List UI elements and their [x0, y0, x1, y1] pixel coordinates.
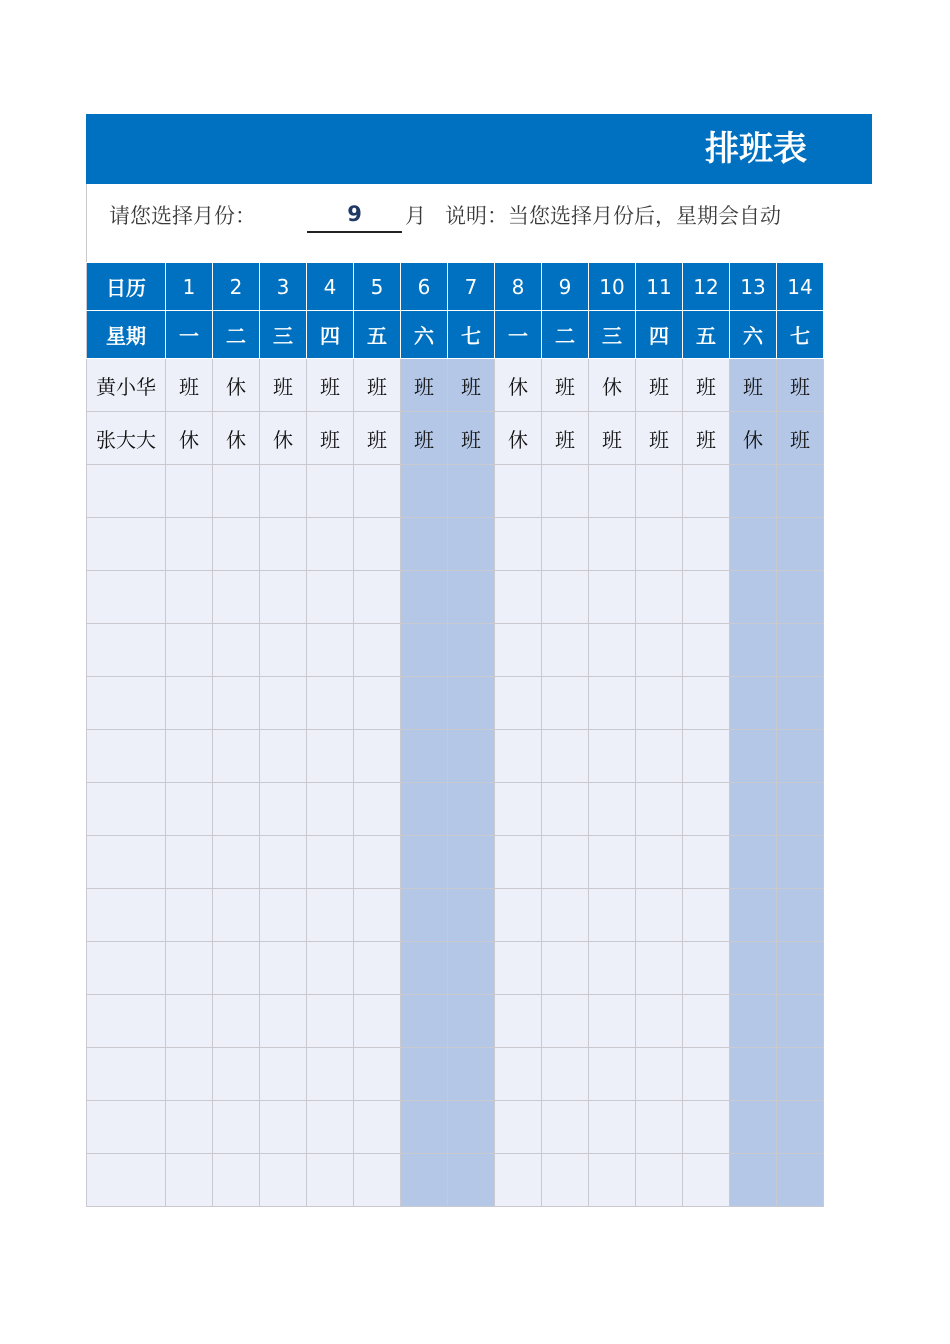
empty-shift-cell[interactable]	[401, 624, 448, 677]
empty-shift-cell[interactable]	[730, 518, 777, 571]
empty-shift-cell[interactable]	[354, 1154, 401, 1207]
empty-shift-cell[interactable]	[636, 836, 683, 889]
empty-shift-cell[interactable]	[307, 624, 354, 677]
shift-cell[interactable]: 班	[166, 359, 213, 412]
empty-shift-cell[interactable]	[166, 571, 213, 624]
shift-cell[interactable]: 休	[589, 359, 636, 412]
empty-shift-cell[interactable]	[213, 942, 260, 995]
empty-shift-cell[interactable]	[307, 995, 354, 1048]
empty-name-cell[interactable]	[87, 1048, 166, 1101]
empty-shift-cell[interactable]	[495, 995, 542, 1048]
empty-shift-cell[interactable]	[448, 571, 495, 624]
empty-shift-cell[interactable]	[589, 465, 636, 518]
empty-shift-cell[interactable]	[448, 783, 495, 836]
day-number-cell: 1	[166, 263, 213, 311]
empty-shift-cell[interactable]	[542, 836, 589, 889]
empty-shift-cell[interactable]	[401, 942, 448, 995]
empty-shift-cell[interactable]	[683, 783, 730, 836]
empty-shift-cell[interactable]	[401, 571, 448, 624]
empty-shift-cell[interactable]	[777, 942, 824, 995]
empty-shift-cell[interactable]	[495, 1154, 542, 1207]
empty-shift-cell[interactable]	[166, 677, 213, 730]
empty-shift-cell[interactable]	[401, 995, 448, 1048]
empty-table-row	[87, 677, 824, 730]
empty-table-row	[87, 1154, 824, 1207]
empty-shift-cell[interactable]	[636, 518, 683, 571]
empty-shift-cell[interactable]	[542, 1101, 589, 1154]
empty-shift-cell[interactable]	[730, 730, 777, 783]
empty-shift-cell[interactable]	[354, 465, 401, 518]
empty-shift-cell[interactable]	[448, 518, 495, 571]
empty-shift-cell[interactable]	[354, 518, 401, 571]
empty-shift-cell[interactable]	[683, 677, 730, 730]
empty-shift-cell[interactable]	[589, 624, 636, 677]
empty-shift-cell[interactable]	[636, 1101, 683, 1154]
empty-shift-cell[interactable]	[260, 995, 307, 1048]
empty-shift-cell[interactable]	[683, 942, 730, 995]
empty-shift-cell[interactable]	[354, 624, 401, 677]
empty-shift-cell[interactable]	[213, 995, 260, 1048]
empty-shift-cell[interactable]	[495, 783, 542, 836]
empty-shift-cell[interactable]	[589, 1154, 636, 1207]
day-number-cell: 8	[495, 263, 542, 311]
title-bar	[86, 114, 872, 184]
empty-shift-cell[interactable]	[636, 730, 683, 783]
empty-shift-cell[interactable]	[354, 677, 401, 730]
empty-shift-cell[interactable]	[777, 995, 824, 1048]
empty-shift-cell[interactable]	[213, 518, 260, 571]
empty-shift-cell[interactable]	[213, 730, 260, 783]
day-number-cell: 5	[354, 263, 401, 311]
empty-shift-cell[interactable]	[683, 889, 730, 942]
empty-shift-cell[interactable]	[448, 1101, 495, 1154]
empty-shift-cell[interactable]	[166, 624, 213, 677]
empty-shift-cell[interactable]	[730, 677, 777, 730]
empty-shift-cell[interactable]	[777, 518, 824, 571]
empty-shift-cell[interactable]	[448, 677, 495, 730]
empty-shift-cell[interactable]	[213, 889, 260, 942]
day-number-cell: 11	[636, 263, 683, 311]
shift-cell[interactable]: 班	[260, 359, 307, 412]
shift-cell[interactable]: 休	[166, 412, 213, 465]
empty-shift-cell[interactable]	[542, 1048, 589, 1101]
weekday-cell: 三	[589, 311, 636, 359]
schedule-table	[86, 262, 824, 1207]
shift-cell[interactable]: 班	[307, 412, 354, 465]
empty-shift-cell[interactable]	[542, 995, 589, 1048]
empty-shift-cell[interactable]	[213, 571, 260, 624]
empty-shift-cell[interactable]	[307, 836, 354, 889]
empty-shift-cell[interactable]	[542, 783, 589, 836]
empty-shift-cell[interactable]	[683, 995, 730, 1048]
empty-shift-cell[interactable]	[495, 677, 542, 730]
weekday-cell: 六	[401, 311, 448, 359]
empty-shift-cell[interactable]	[448, 995, 495, 1048]
month-unit-label: 月	[405, 204, 426, 228]
shift-cell[interactable]: 班	[401, 412, 448, 465]
empty-shift-cell[interactable]	[636, 677, 683, 730]
weekday-cell: 七	[777, 311, 824, 359]
empty-shift-cell[interactable]	[401, 730, 448, 783]
calendar-header-row	[87, 263, 824, 311]
empty-shift-cell[interactable]	[777, 677, 824, 730]
shift-cell[interactable]: 班	[777, 412, 824, 465]
empty-table-row	[87, 465, 824, 518]
shift-cell[interactable]: 班	[307, 359, 354, 412]
empty-shift-cell[interactable]	[448, 1048, 495, 1101]
day-number-cell: 9	[542, 263, 589, 311]
shift-cell[interactable]: 休	[495, 359, 542, 412]
empty-shift-cell[interactable]	[166, 730, 213, 783]
day-number-cell: 14	[777, 263, 824, 311]
empty-shift-cell[interactable]	[730, 465, 777, 518]
empty-shift-cell[interactable]	[307, 783, 354, 836]
empty-shift-cell[interactable]	[448, 465, 495, 518]
empty-shift-cell[interactable]	[636, 783, 683, 836]
day-number-cell: 12	[683, 263, 730, 311]
shift-cell[interactable]: 班	[354, 359, 401, 412]
empty-shift-cell[interactable]	[777, 783, 824, 836]
empty-shift-cell[interactable]	[354, 571, 401, 624]
empty-shift-cell[interactable]	[636, 942, 683, 995]
weekday-cell: 五	[683, 311, 730, 359]
empty-shift-cell[interactable]	[683, 836, 730, 889]
day-number-cell: 7	[448, 263, 495, 311]
empty-shift-cell[interactable]	[354, 730, 401, 783]
empty-shift-cell[interactable]	[213, 465, 260, 518]
shift-cell[interactable]: 休	[213, 359, 260, 412]
day-number-cell: 6	[401, 263, 448, 311]
empty-table-row	[87, 730, 824, 783]
empty-shift-cell[interactable]	[589, 677, 636, 730]
empty-shift-cell[interactable]	[448, 730, 495, 783]
weekday-cell: 四	[636, 311, 683, 359]
empty-shift-cell[interactable]	[213, 1101, 260, 1154]
empty-shift-cell[interactable]	[260, 1101, 307, 1154]
empty-shift-cell[interactable]	[636, 624, 683, 677]
empty-shift-cell[interactable]	[730, 995, 777, 1048]
empty-shift-cell[interactable]	[260, 1154, 307, 1207]
empty-table-row	[87, 942, 824, 995]
empty-shift-cell[interactable]	[589, 889, 636, 942]
empty-shift-cell[interactable]	[730, 942, 777, 995]
empty-shift-cell[interactable]	[683, 518, 730, 571]
shift-cell[interactable]: 休	[495, 412, 542, 465]
empty-shift-cell[interactable]	[589, 783, 636, 836]
empty-shift-cell[interactable]	[542, 571, 589, 624]
empty-shift-cell[interactable]	[401, 677, 448, 730]
day-number-cell: 2	[213, 263, 260, 311]
empty-shift-cell[interactable]	[495, 571, 542, 624]
empty-shift-cell[interactable]	[166, 783, 213, 836]
page-title: 排班表	[705, 129, 807, 169]
empty-table-row	[87, 624, 824, 677]
empty-shift-cell[interactable]	[636, 571, 683, 624]
empty-name-cell[interactable]	[87, 783, 166, 836]
shift-cell[interactable]: 班	[683, 359, 730, 412]
empty-shift-cell[interactable]	[354, 995, 401, 1048]
empty-shift-cell[interactable]	[777, 889, 824, 942]
empty-shift-cell[interactable]	[683, 624, 730, 677]
empty-shift-cell[interactable]	[730, 1154, 777, 1207]
empty-shift-cell[interactable]	[730, 889, 777, 942]
empty-shift-cell[interactable]	[636, 1154, 683, 1207]
empty-name-cell[interactable]	[87, 836, 166, 889]
instruction-note: 说明：当您选择月份后，星期会自动	[445, 204, 781, 228]
empty-shift-cell[interactable]	[401, 836, 448, 889]
empty-shift-cell[interactable]	[495, 465, 542, 518]
empty-shift-cell[interactable]	[307, 1101, 354, 1154]
empty-shift-cell[interactable]	[260, 1048, 307, 1101]
employee-name-cell[interactable]: 张大大	[87, 412, 166, 465]
empty-shift-cell[interactable]	[166, 889, 213, 942]
empty-shift-cell[interactable]	[589, 942, 636, 995]
empty-table-row	[87, 1101, 824, 1154]
empty-name-cell[interactable]	[87, 1154, 166, 1207]
empty-name-cell[interactable]	[87, 1101, 166, 1154]
empty-shift-cell[interactable]	[495, 1101, 542, 1154]
empty-shift-cell[interactable]	[307, 1048, 354, 1101]
day-number-cell: 4	[307, 263, 354, 311]
shift-cell[interactable]: 班	[448, 412, 495, 465]
shift-cell[interactable]: 班	[589, 412, 636, 465]
empty-shift-cell[interactable]	[542, 465, 589, 518]
empty-shift-cell[interactable]	[260, 518, 307, 571]
empty-shift-cell[interactable]	[166, 518, 213, 571]
weekday-cell: 一	[495, 311, 542, 359]
empty-table-row	[87, 571, 824, 624]
empty-shift-cell[interactable]	[589, 730, 636, 783]
empty-shift-cell[interactable]	[354, 783, 401, 836]
empty-shift-cell[interactable]	[260, 571, 307, 624]
empty-shift-cell[interactable]	[354, 942, 401, 995]
empty-shift-cell[interactable]	[448, 1154, 495, 1207]
empty-shift-cell[interactable]	[495, 942, 542, 995]
empty-shift-cell[interactable]	[730, 783, 777, 836]
empty-shift-cell[interactable]	[260, 624, 307, 677]
empty-shift-cell[interactable]	[401, 889, 448, 942]
empty-shift-cell[interactable]	[636, 995, 683, 1048]
empty-shift-cell[interactable]	[307, 730, 354, 783]
empty-shift-cell[interactable]	[401, 1048, 448, 1101]
empty-shift-cell[interactable]	[589, 571, 636, 624]
empty-shift-cell[interactable]	[777, 624, 824, 677]
empty-table-row	[87, 836, 824, 889]
empty-shift-cell[interactable]	[448, 942, 495, 995]
empty-table-row	[87, 995, 824, 1048]
shift-cell[interactable]: 班	[683, 412, 730, 465]
empty-shift-cell[interactable]	[166, 1048, 213, 1101]
day-number-cell: 10	[589, 263, 636, 311]
empty-shift-cell[interactable]	[307, 571, 354, 624]
shift-cell[interactable]: 休	[730, 412, 777, 465]
empty-shift-cell[interactable]	[589, 1101, 636, 1154]
empty-shift-cell[interactable]	[589, 995, 636, 1048]
empty-shift-cell[interactable]	[589, 518, 636, 571]
empty-shift-cell[interactable]	[260, 783, 307, 836]
empty-shift-cell[interactable]	[354, 889, 401, 942]
empty-shift-cell[interactable]	[683, 1048, 730, 1101]
empty-shift-cell[interactable]	[213, 624, 260, 677]
weekday-label: 星期	[87, 311, 166, 359]
shift-cell[interactable]: 班	[401, 359, 448, 412]
weekday-cell: 一	[166, 311, 213, 359]
empty-shift-cell[interactable]	[307, 889, 354, 942]
empty-shift-cell[interactable]	[636, 465, 683, 518]
shift-cell[interactable]: 班	[448, 359, 495, 412]
empty-shift-cell[interactable]	[401, 1154, 448, 1207]
empty-shift-cell[interactable]	[683, 1101, 730, 1154]
day-number-cell: 3	[260, 263, 307, 311]
empty-shift-cell[interactable]	[542, 889, 589, 942]
empty-shift-cell[interactable]	[683, 730, 730, 783]
empty-shift-cell[interactable]	[495, 624, 542, 677]
empty-shift-cell[interactable]	[213, 836, 260, 889]
empty-shift-cell[interactable]	[542, 677, 589, 730]
empty-shift-cell[interactable]	[213, 677, 260, 730]
empty-shift-cell[interactable]	[260, 942, 307, 995]
empty-shift-cell[interactable]	[307, 518, 354, 571]
empty-shift-cell[interactable]	[401, 1101, 448, 1154]
empty-shift-cell[interactable]	[730, 571, 777, 624]
shift-cell[interactable]: 班	[636, 412, 683, 465]
empty-shift-cell[interactable]	[777, 1101, 824, 1154]
shift-cell[interactable]: 休	[260, 412, 307, 465]
empty-name-cell[interactable]	[87, 889, 166, 942]
empty-name-cell[interactable]	[87, 518, 166, 571]
month-select[interactable]: 9	[307, 198, 402, 233]
empty-shift-cell[interactable]	[495, 730, 542, 783]
empty-shift-cell[interactable]	[260, 889, 307, 942]
empty-shift-cell[interactable]	[354, 1048, 401, 1101]
empty-shift-cell[interactable]	[213, 1154, 260, 1207]
empty-shift-cell[interactable]	[166, 1101, 213, 1154]
month-selector-row	[86, 184, 831, 262]
empty-shift-cell[interactable]	[307, 942, 354, 995]
empty-shift-cell[interactable]	[495, 889, 542, 942]
empty-name-cell[interactable]	[87, 624, 166, 677]
empty-shift-cell[interactable]	[307, 465, 354, 518]
empty-shift-cell[interactable]	[495, 1048, 542, 1101]
empty-shift-cell[interactable]	[307, 1154, 354, 1207]
weekday-cell: 二	[213, 311, 260, 359]
empty-shift-cell[interactable]	[401, 783, 448, 836]
empty-shift-cell[interactable]	[730, 624, 777, 677]
empty-shift-cell[interactable]	[542, 624, 589, 677]
empty-shift-cell[interactable]	[166, 465, 213, 518]
employee-name-cell[interactable]: 黄小华	[87, 359, 166, 412]
empty-shift-cell[interactable]	[495, 518, 542, 571]
weekday-cell: 二	[542, 311, 589, 359]
empty-name-cell[interactable]	[87, 942, 166, 995]
month-prompt-label: 请您选择月份：	[109, 204, 256, 228]
empty-shift-cell[interactable]	[542, 518, 589, 571]
shift-cell[interactable]: 班	[636, 359, 683, 412]
empty-table-row	[87, 1048, 824, 1101]
weekday-cell: 七	[448, 311, 495, 359]
empty-shift-cell[interactable]	[260, 730, 307, 783]
empty-shift-cell[interactable]	[777, 730, 824, 783]
empty-shift-cell[interactable]	[777, 465, 824, 518]
empty-shift-cell[interactable]	[166, 1154, 213, 1207]
empty-name-cell[interactable]	[87, 995, 166, 1048]
empty-shift-cell[interactable]	[495, 836, 542, 889]
empty-shift-cell[interactable]	[448, 836, 495, 889]
empty-shift-cell[interactable]	[683, 571, 730, 624]
weekday-header-row	[87, 311, 824, 359]
empty-name-cell[interactable]	[87, 571, 166, 624]
weekday-cell: 四	[307, 311, 354, 359]
empty-shift-cell[interactable]	[260, 836, 307, 889]
empty-shift-cell[interactable]	[354, 836, 401, 889]
empty-shift-cell[interactable]	[777, 836, 824, 889]
empty-name-cell[interactable]	[87, 465, 166, 518]
table-row	[87, 359, 824, 412]
weekday-cell: 三	[260, 311, 307, 359]
empty-shift-cell[interactable]	[683, 1154, 730, 1207]
empty-name-cell[interactable]	[87, 730, 166, 783]
empty-shift-cell[interactable]	[589, 1048, 636, 1101]
empty-shift-cell[interactable]	[213, 783, 260, 836]
empty-shift-cell[interactable]	[260, 677, 307, 730]
calendar-label: 日历	[87, 263, 166, 311]
empty-shift-cell[interactable]	[354, 1101, 401, 1154]
empty-shift-cell[interactable]	[542, 730, 589, 783]
empty-shift-cell[interactable]	[307, 677, 354, 730]
empty-shift-cell[interactable]	[777, 571, 824, 624]
empty-table-row	[87, 889, 824, 942]
empty-shift-cell[interactable]	[777, 1048, 824, 1101]
empty-shift-cell[interactable]	[777, 1154, 824, 1207]
empty-shift-cell[interactable]	[730, 1048, 777, 1101]
shift-cell[interactable]: 班	[542, 412, 589, 465]
shift-cell[interactable]: 班	[777, 359, 824, 412]
empty-table-row	[87, 783, 824, 836]
weekday-cell: 五	[354, 311, 401, 359]
weekday-cell: 六	[730, 311, 777, 359]
empty-shift-cell[interactable]	[448, 624, 495, 677]
empty-shift-cell[interactable]	[166, 836, 213, 889]
shift-cell[interactable]: 班	[354, 412, 401, 465]
empty-shift-cell[interactable]	[730, 836, 777, 889]
empty-name-cell[interactable]	[87, 677, 166, 730]
empty-shift-cell[interactable]	[683, 465, 730, 518]
day-number-cell: 13	[730, 263, 777, 311]
empty-shift-cell[interactable]	[166, 995, 213, 1048]
empty-table-row	[87, 518, 824, 571]
empty-shift-cell[interactable]	[542, 942, 589, 995]
empty-shift-cell[interactable]	[166, 942, 213, 995]
empty-shift-cell[interactable]	[213, 1048, 260, 1101]
empty-shift-cell[interactable]	[636, 1048, 683, 1101]
empty-shift-cell[interactable]	[448, 889, 495, 942]
shift-cell[interactable]: 休	[213, 412, 260, 465]
empty-shift-cell[interactable]	[260, 465, 307, 518]
empty-shift-cell[interactable]	[542, 1154, 589, 1207]
shift-cell[interactable]: 班	[542, 359, 589, 412]
shift-cell[interactable]: 班	[730, 359, 777, 412]
empty-shift-cell[interactable]	[730, 1101, 777, 1154]
empty-shift-cell[interactable]	[636, 889, 683, 942]
empty-shift-cell[interactable]	[401, 518, 448, 571]
empty-shift-cell[interactable]	[589, 836, 636, 889]
table-row	[87, 412, 824, 465]
empty-shift-cell[interactable]	[401, 465, 448, 518]
